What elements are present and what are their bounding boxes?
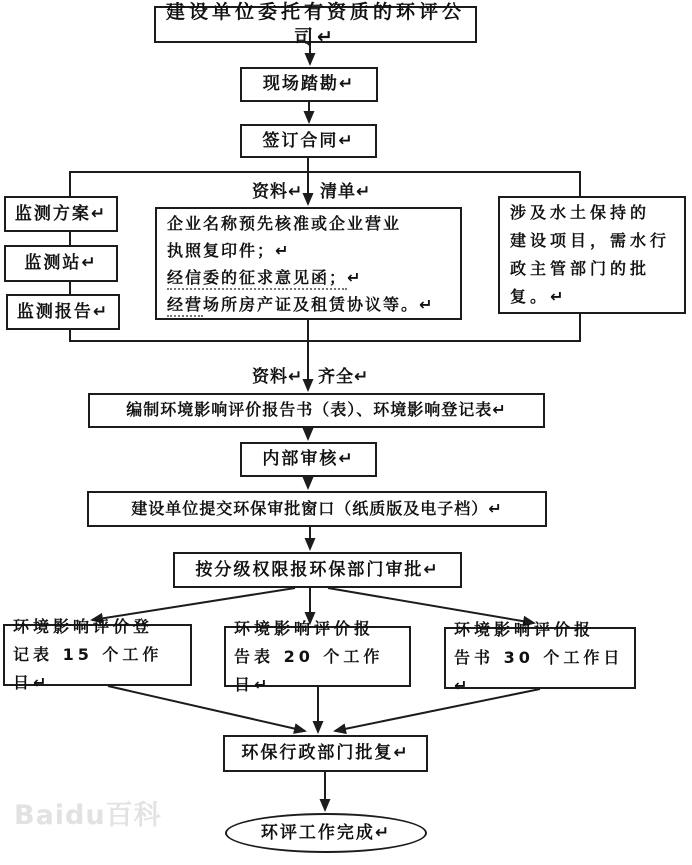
node-internal-review — [240, 442, 377, 477]
node-report-book-30-days — [444, 620, 636, 695]
label-materials-list-right: 清单↵ — [320, 182, 372, 202]
label-materials-list-left: 资料↵ — [252, 182, 304, 202]
node-report-form-20-days — [224, 618, 411, 694]
registration-line-2: 记表 15 个工作日↵ — [13, 645, 163, 692]
node-eia-complete-label: 环评工作完成↵ — [260, 822, 392, 843]
node-submit-window — [87, 491, 547, 527]
node-entrust — [154, 0, 477, 48]
registration-line-1: 环境影响评价登 — [13, 617, 154, 636]
node-site-survey-label: 现场踏勘↵ — [262, 74, 356, 95]
node-monitor-report — [6, 294, 120, 330]
report-form-line-2: 告表 20 个工作日↵ — [234, 646, 384, 694]
label-materials-complete-left: 资料↵ — [252, 367, 304, 387]
node-admin-reply-label: 环保行政部门批复↵ — [241, 743, 410, 764]
report-book-line-1: 环境影响评价报 — [454, 620, 595, 639]
node-water-conservation-note — [498, 196, 686, 314]
node-monitor-station — [4, 245, 118, 282]
node-submit-window-label: 建设单位提交环保审批窗口（纸质版及电子档）↵ — [131, 498, 503, 518]
node-registration-form-15-days — [3, 617, 192, 692]
node-graded-approval — [173, 552, 462, 588]
materials-line-3 — [167, 264, 362, 291]
water-line-1: 涉及水土保持的 — [510, 203, 651, 222]
node-materials-checklist — [155, 207, 462, 320]
node-sign-contract-label: 签订合同↵ — [262, 130, 355, 151]
node-monitor-plan — [4, 196, 118, 232]
label-materials-complete-right: 齐全↵ — [318, 367, 370, 387]
node-graded-approval-label: 按分级权限报环保部门审批↵ — [195, 559, 440, 580]
materials-line-3-mark: ↵ — [347, 267, 363, 287]
baidu-baike-watermark: Baidu百科 — [14, 800, 162, 831]
node-monitor-plan-label: 监测方案↵ — [14, 203, 108, 224]
water-line-2: 建设项目，需水行 — [510, 231, 671, 250]
water-line-3: 政主管部门的批 — [510, 259, 651, 278]
node-site-survey — [240, 67, 378, 102]
materials-line-3-text: 经信委的征求意见函； — [167, 268, 347, 290]
materials-line-1: 企业名称预先核准或企业营业 — [167, 213, 402, 233]
node-compile-report — [88, 393, 545, 428]
materials-line-4 — [167, 291, 434, 318]
report-book-line-2: 告书 30 个工作日↵ — [454, 648, 624, 695]
node-compile-report-label: 编制环境影响评价报告书（表）、环境影响登记表↵ — [126, 400, 507, 420]
materials-line-4-rest: 场所房产证及租赁协议等。↵ — [203, 294, 435, 314]
node-sign-contract — [240, 124, 377, 158]
report-form-line-1: 环境影响评价报 — [234, 618, 375, 638]
node-admin-reply — [223, 735, 428, 772]
materials-line-2: 执照复印件；↵ — [167, 240, 291, 260]
materials-line-4-underlined: 经营 — [167, 295, 203, 317]
node-eia-complete — [225, 813, 427, 853]
node-monitor-report-label: 监测报告↵ — [16, 301, 110, 322]
node-entrust-label: 建设单位委托有资质的环评公司↵ — [165, 0, 465, 48]
node-internal-review-label: 内部审核↵ — [262, 449, 355, 470]
water-line-4: 复。↵ — [510, 287, 568, 306]
node-monitor-station-label: 监测站↵ — [24, 253, 98, 274]
